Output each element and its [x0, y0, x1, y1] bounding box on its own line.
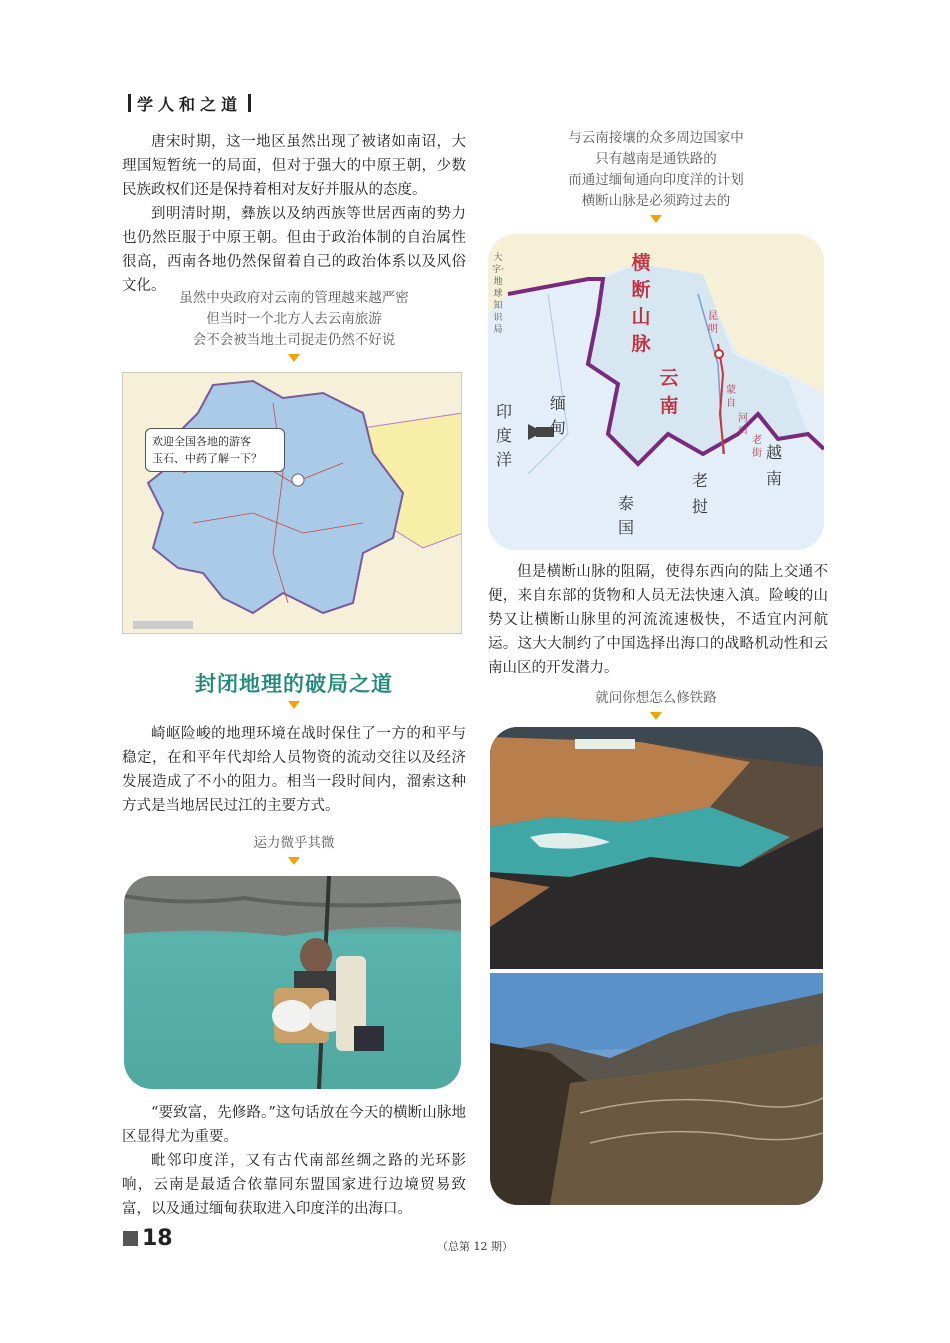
paragraph: 唐宋时期，这一地区虽然出现了被诸如南诏，大理国短暂统一的局面，但对于强大的中原王朝，少数民族政权们还是保持着相对友好并服从的态度。 — [122, 134, 466, 198]
caption-line: 只有越南是通铁路的 — [595, 151, 717, 167]
header-bar-right — [248, 94, 251, 112]
mengzi-label: 蒙自 — [726, 385, 736, 409]
canyon-illustration — [490, 727, 823, 969]
hengduan-border-map — [488, 234, 824, 550]
issue-number: （总第 12 期） — [437, 1240, 513, 1253]
caption-zipline — [122, 833, 466, 865]
caption-railway — [488, 688, 824, 720]
paragraph: 到明清时期，彝族以及纳西族等世居西南的势力也仍然臣服于中原王朝。但由于政治体制的自治属性很高，西南各地仍然保留着自己的政治体系以及风俗文化。 — [122, 206, 466, 294]
map-illustration — [123, 373, 462, 634]
speech-bubble — [145, 428, 285, 472]
section-heading — [122, 668, 466, 709]
indian-ocean-label: 印度洋 — [495, 402, 512, 469]
paragraph: “要致富，先修路。”这句话放在今天的横断山脉地区显得尤为重要。 — [122, 1105, 466, 1145]
kunming-label: 昆明 — [708, 311, 718, 335]
paragraph: 毗邻印度洋，又有古代南部丝绸之路的光环影响，云南是最适合依靠同东盟国家进行边境贸易致富，以及通过缅甸获取进入印度洋的出海口。 — [122, 1153, 466, 1217]
myanmar-label: 缅甸 — [549, 394, 566, 437]
bubble-line: 欢迎全国各地的游客 — [152, 435, 251, 448]
caption-border-map — [488, 128, 824, 223]
left-top-text — [122, 130, 466, 298]
mountain-valley-photo — [490, 973, 823, 1205]
map-credit: 大字·地球知识局 — [492, 253, 504, 335]
header-title: 学人和之道 — [137, 94, 243, 114]
caption-line: 横断山脉是必须跨过去的 — [581, 193, 731, 209]
arrow-down-icon — [650, 712, 662, 720]
column-header — [122, 90, 257, 116]
caption-line: 就问你想怎么修铁路 — [595, 690, 717, 706]
thailand-label: 泰国 — [617, 494, 634, 537]
header-bar-left — [128, 94, 131, 112]
yunnan-admin-map — [122, 372, 462, 634]
section-title: 封闭地理的破局之道 — [195, 672, 393, 696]
paragraph: 崎岖险峻的地理环境在战时保住了一方的和平与稳定，在和平年代却给人员物资的流动交往以及经济发展造成了不小的阻力。相当一段时间内，溜索这种方式是当地居民过江的主要方式。 — [122, 726, 466, 814]
page-number-text: 18 — [142, 1226, 173, 1251]
caption-line: 虽然中央政府对云南的管理越来越严密 — [179, 290, 409, 306]
caption-line: 与云南接壤的众多周边国家中 — [568, 130, 744, 146]
hekou-label: 河口 — [738, 413, 748, 437]
caption-yunnan-map — [122, 288, 466, 362]
vietnam-label: 越南 — [765, 443, 782, 488]
mountain-label: 横断山脉 — [631, 252, 651, 355]
paragraph: 但是横断山脉的阻隔，使得东西向的陆上交通不便，来自东部的货物和人员无法快速入滇。险峻的山势又让横断山脉里的河流流速极快，不适宜内河航运。这大大制约了中国选择出海口的战略机动性和云南山区的开发潜力。 — [488, 564, 828, 676]
arrow-down-icon — [288, 857, 300, 865]
zipline-photo — [124, 876, 461, 1089]
caption-line: 会不会被当地土司捉走仍然不好说 — [192, 332, 396, 348]
laojie-label: 老街 — [752, 435, 762, 459]
left-mid-text — [122, 722, 466, 818]
canyon-river-photo — [490, 727, 823, 969]
caption-line: 运力微乎其微 — [253, 835, 335, 851]
right-text — [488, 560, 828, 680]
caption-line: 而通过缅甸通向印度洋的计划 — [568, 172, 744, 188]
left-bottom-text — [122, 1101, 466, 1221]
yunnan-label: 云南 — [659, 367, 679, 417]
arrow-down-icon — [288, 354, 300, 362]
arrow-down-icon — [288, 701, 300, 709]
bubble-line: 玉石、中药了解一下？ — [152, 452, 262, 465]
caption-line: 但当时一个北方人去云南旅游 — [206, 311, 382, 327]
valley-illustration — [490, 973, 823, 1205]
arrow-down-icon — [650, 215, 662, 223]
zipline-illustration — [124, 876, 461, 1089]
laos-label: 老挝 — [691, 471, 708, 516]
